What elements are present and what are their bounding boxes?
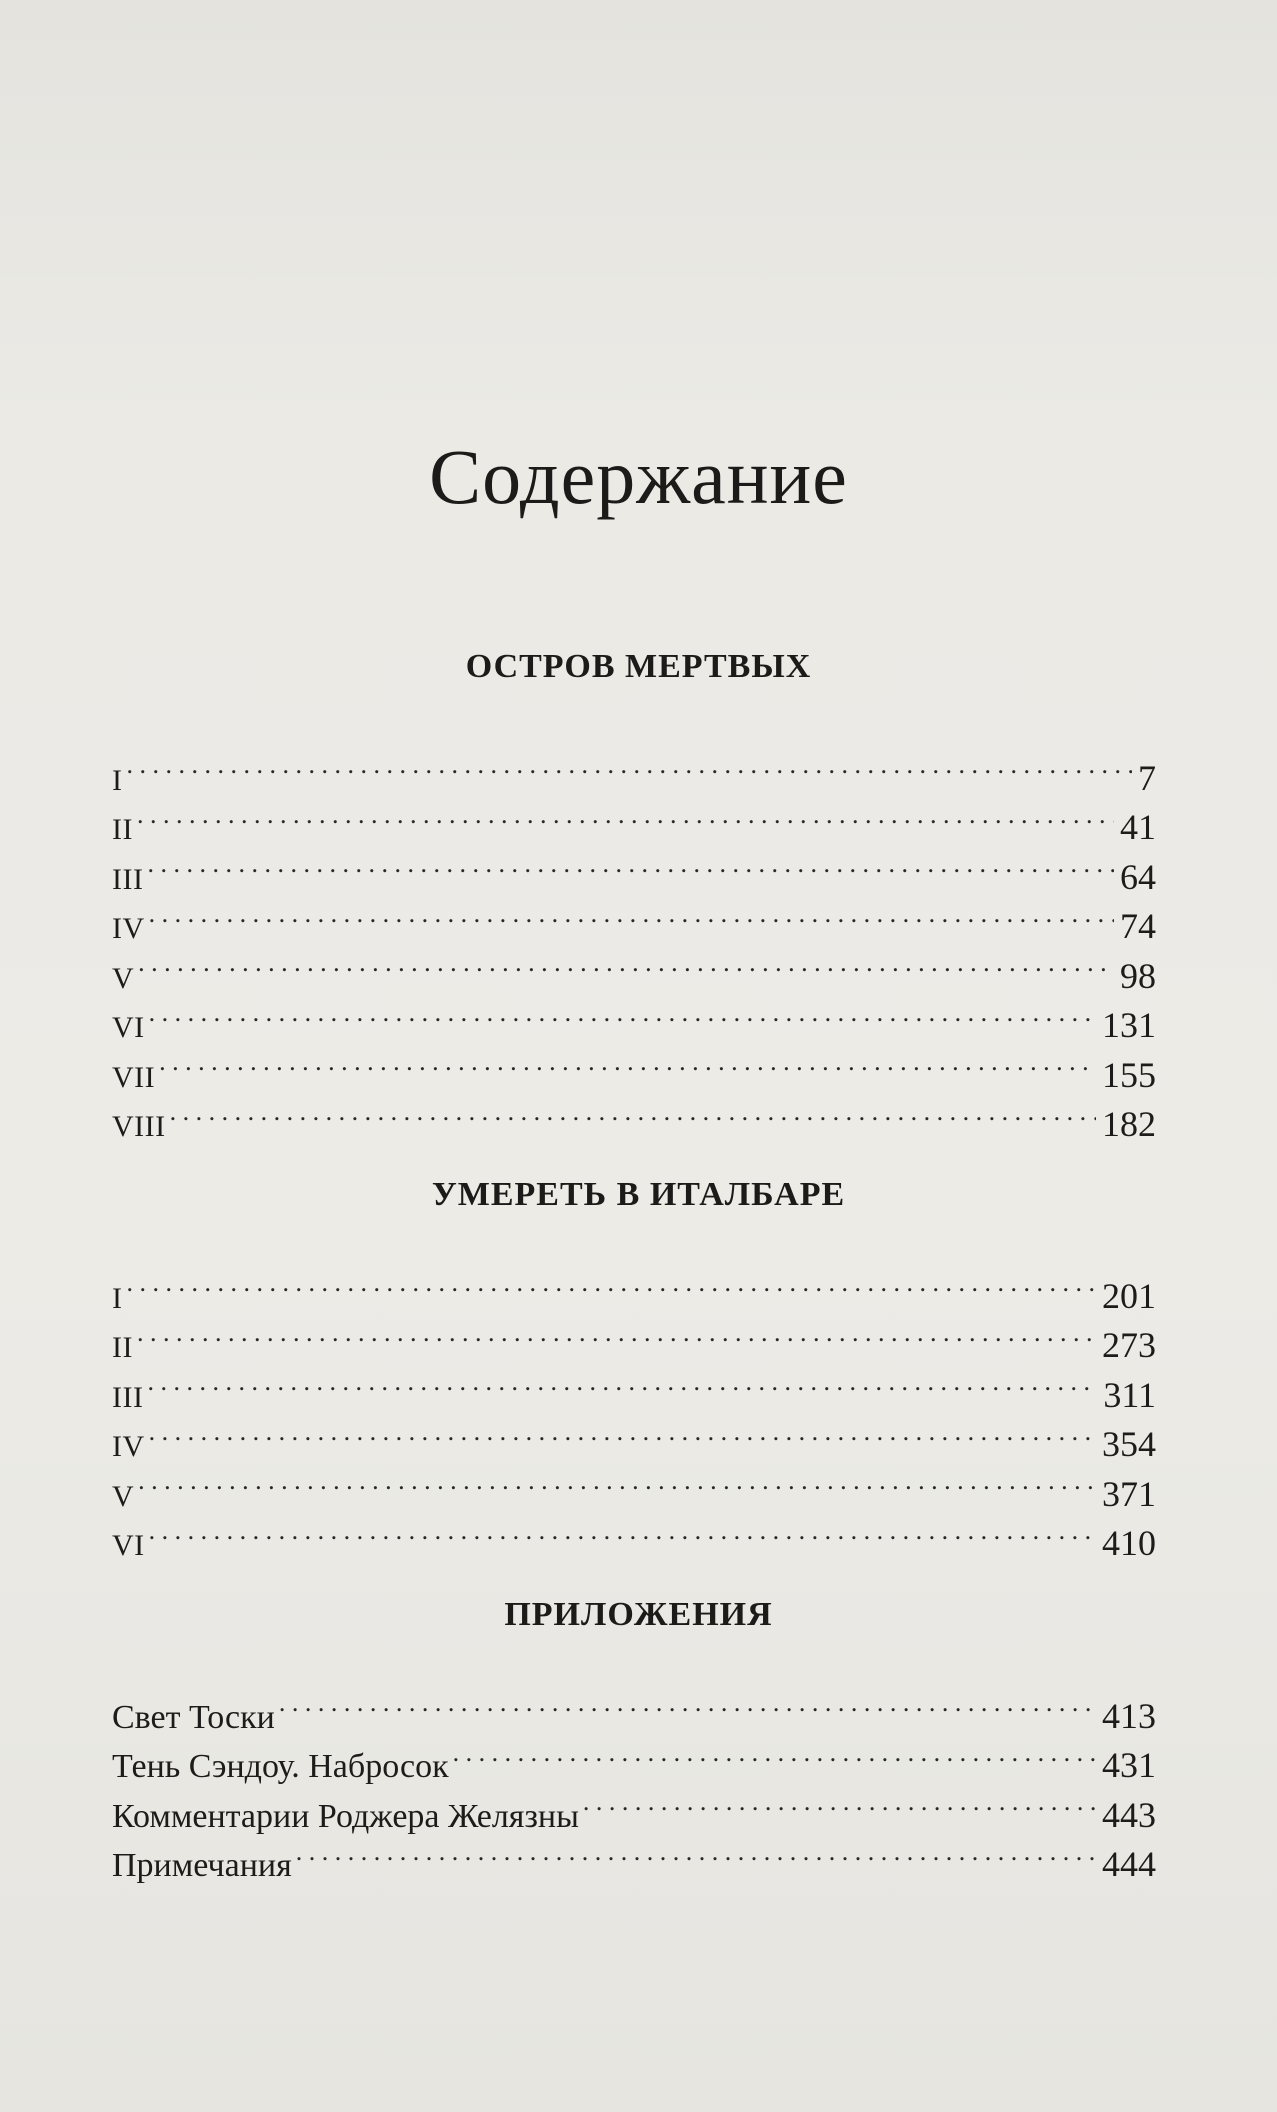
toc-entry — [112, 1037, 1156, 1095]
toc-entry-page: 311 — [1103, 1374, 1156, 1415]
toc-list-section-2 — [112, 1258, 1156, 1563]
dot-leader — [147, 1357, 1097, 1407]
toc-entry-label: V — [112, 1479, 135, 1513]
toc-entry-label: III — [112, 1380, 144, 1414]
dot-leader — [159, 1037, 1096, 1087]
section-heading-prilozheniya: ПРИЛОЖЕНИЯ — [504, 1596, 773, 1633]
toc-entry-page: 7 — [1138, 757, 1156, 798]
toc-entry-label: IV — [112, 912, 145, 945]
toc-entry-page: 354 — [1102, 1424, 1156, 1464]
dot-leader — [137, 1308, 1096, 1358]
dot-leader — [149, 1407, 1096, 1457]
toc-entry-label: Примечания — [112, 1847, 292, 1884]
page-title: Содержание — [429, 433, 848, 520]
toc-entry — [112, 988, 1156, 1045]
dot-leader — [147, 839, 1114, 889]
toc-entry-page: 41 — [1120, 807, 1156, 847]
toc-entry-page: 443 — [1102, 1794, 1156, 1835]
dot-leader — [583, 1777, 1096, 1827]
toc-entry — [112, 889, 1156, 946]
dot-leader — [138, 938, 1114, 988]
dot-leader — [170, 1087, 1096, 1137]
dot-leader — [279, 1678, 1096, 1728]
dot-leader — [296, 1827, 1096, 1877]
toc-entry — [112, 740, 1156, 798]
toc-entry-page: 201 — [1102, 1275, 1156, 1316]
toc-entry-page: 131 — [1102, 1005, 1156, 1045]
toc-entry — [112, 1506, 1156, 1563]
dot-leader — [127, 740, 1133, 790]
toc-entry-label: II — [112, 1331, 133, 1364]
dot-leader — [453, 1728, 1096, 1778]
dot-leader — [127, 1258, 1097, 1308]
toc-entry-page: 64 — [1120, 856, 1156, 897]
toc-entry-page: 182 — [1102, 1104, 1156, 1144]
toc-entry-label: Свет Тоски — [112, 1698, 275, 1736]
toc-entry-page: 155 — [1102, 1054, 1156, 1095]
toc-entry-label: VI — [112, 1529, 145, 1562]
toc-entry — [112, 839, 1156, 897]
toc-entry-label: VI — [112, 1011, 145, 1044]
section-heading-ostrov-mertvyh: ОСТРОВ МЕРТВЫХ — [465, 648, 812, 685]
toc-entry-label: I — [112, 763, 123, 797]
toc-entry-page: 410 — [1102, 1523, 1156, 1563]
toc-entry-page: 74 — [1120, 906, 1156, 946]
toc-entry-label: Тень Сэндоу. Набросок — [112, 1748, 449, 1785]
toc-entry-page: 444 — [1102, 1844, 1156, 1884]
toc-entry-label: I — [112, 1281, 123, 1315]
dot-leader — [149, 889, 1114, 939]
toc-entry-page: 98 — [1120, 955, 1156, 996]
dot-leader — [149, 1506, 1096, 1556]
toc-entry — [112, 1087, 1156, 1144]
dot-leader — [138, 1456, 1096, 1506]
toc-entry — [112, 1456, 1156, 1514]
toc-entry — [112, 1357, 1156, 1415]
toc-entry-page: 371 — [1102, 1473, 1156, 1514]
toc-entry — [112, 1678, 1156, 1736]
toc-entry-page: 413 — [1102, 1695, 1156, 1736]
toc-entry-page: 273 — [1102, 1325, 1156, 1365]
dot-leader — [149, 988, 1096, 1038]
toc-entry — [112, 1407, 1156, 1464]
toc-entry-label: II — [112, 813, 133, 846]
toc-entry — [112, 938, 1156, 996]
toc-entry-label: IV — [112, 1430, 145, 1463]
toc-entry-label: VII — [112, 1060, 156, 1094]
toc-entry-label: III — [112, 862, 144, 896]
toc-entry-page: 431 — [1102, 1745, 1156, 1785]
toc-entry-label: V — [112, 961, 135, 995]
dot-leader — [137, 790, 1114, 840]
toc-entry-label: VIII — [112, 1110, 166, 1143]
toc-entry — [112, 790, 1156, 847]
section-heading-umeret-v-italbare: УМЕРЕТЬ В ИТАЛБАРЕ — [431, 1176, 846, 1213]
toc-entry — [112, 1308, 1156, 1365]
toc-list-section-3 — [112, 1678, 1156, 1884]
toc-entry-label: Комментарии Роджера Желязны — [112, 1797, 579, 1835]
toc-entry — [112, 1258, 1156, 1316]
toc-list-section-1 — [112, 740, 1156, 1144]
